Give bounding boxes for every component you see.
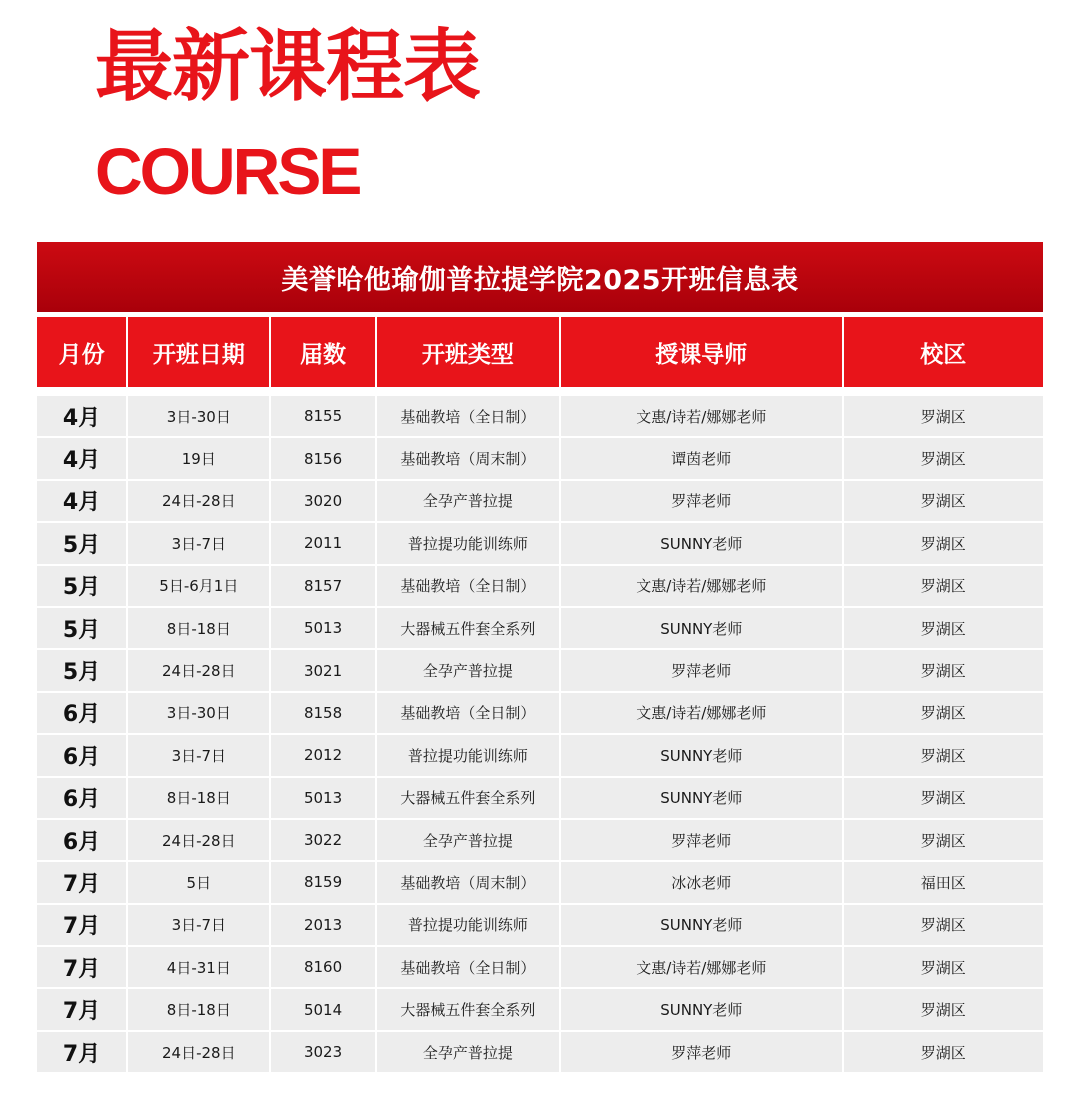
class-type-cell: 基础教培（全日制）: [377, 947, 559, 989]
instructor-cell: 文惠/诗若/娜娜老师: [561, 396, 842, 438]
table-row: [37, 820, 1043, 862]
class-type-cell: 全孕产普拉提: [377, 1032, 559, 1074]
campus-cell: 罗湖区: [844, 396, 1043, 438]
date-cell: 3日-30日: [128, 693, 269, 735]
page-subtitle: COURSE: [95, 134, 360, 208]
month-cell: 6月: [37, 778, 126, 820]
date-cell: 8日-18日: [128, 778, 269, 820]
date-cell: 8日-18日: [128, 989, 269, 1031]
class-type-cell: 大器械五件套全系列: [377, 608, 559, 650]
table-row: [37, 396, 1043, 438]
instructor-cell: SUNNY老师: [561, 905, 842, 947]
class-type-cell: 基础教培（全日制）: [377, 693, 559, 735]
table-row: [37, 481, 1043, 523]
instructor-cell: SUNNY老师: [561, 989, 842, 1031]
instructor-cell: 罗萍老师: [561, 481, 842, 523]
month-cell: 6月: [37, 693, 126, 735]
session-cell: 8158: [271, 693, 374, 735]
campus-cell: 罗湖区: [844, 820, 1043, 862]
table-row: [37, 566, 1043, 608]
class-type-cell: 大器械五件套全系列: [377, 989, 559, 1031]
instructor-cell: 罗萍老师: [561, 650, 842, 692]
session-cell: 5014: [271, 989, 374, 1031]
table-row: [37, 735, 1043, 777]
date-cell: 3日-7日: [128, 735, 269, 777]
instructor-cell: 文惠/诗若/娜娜老师: [561, 947, 842, 989]
campus-cell: 罗湖区: [844, 735, 1043, 777]
month-cell: 6月: [37, 735, 126, 777]
table-row: [37, 947, 1043, 989]
month-cell: 4月: [37, 438, 126, 480]
class-type-cell: 普拉提功能训练师: [377, 735, 559, 777]
session-cell: 3021: [271, 650, 374, 692]
class-type-cell: 全孕产普拉提: [377, 481, 559, 523]
session-cell: 8157: [271, 566, 374, 608]
schedule-table: [35, 317, 1045, 1074]
session-cell: 2013: [271, 905, 374, 947]
class-type-cell: 全孕产普拉提: [377, 650, 559, 692]
class-type-cell: 基础教培（周末制）: [377, 438, 559, 480]
month-cell: 5月: [37, 608, 126, 650]
month-cell: 4月: [37, 396, 126, 438]
table-row: [37, 905, 1043, 947]
campus-cell: 罗湖区: [844, 523, 1043, 565]
date-cell: 8日-18日: [128, 608, 269, 650]
table-row: [37, 862, 1043, 904]
table-banner: 美誉哈他瑜伽普拉提学院2025开班信息表: [37, 242, 1043, 312]
campus-cell: 罗湖区: [844, 905, 1043, 947]
campus-cell: 罗湖区: [844, 693, 1043, 735]
session-cell: 8159: [271, 862, 374, 904]
class-type-cell: 普拉提功能训练师: [377, 523, 559, 565]
instructor-cell: SUNNY老师: [561, 523, 842, 565]
date-cell: 24日-28日: [128, 820, 269, 862]
month-cell: 7月: [37, 862, 126, 904]
instructor-cell: 谭茵老师: [561, 438, 842, 480]
column-header-start-date: 开班日期: [128, 317, 269, 387]
table-row: [37, 608, 1043, 650]
session-cell: 2011: [271, 523, 374, 565]
table-row: [37, 438, 1043, 480]
column-header-class-type: 开班类型: [377, 317, 559, 387]
campus-cell: 福田区: [844, 862, 1043, 904]
date-cell: 3日-7日: [128, 523, 269, 565]
date-cell: 4日-31日: [128, 947, 269, 989]
campus-cell: 罗湖区: [844, 438, 1043, 480]
page-title: 最新课程表: [95, 22, 481, 112]
instructor-cell: 文惠/诗若/娜娜老师: [561, 566, 842, 608]
table-row: [37, 693, 1043, 735]
session-cell: 8160: [271, 947, 374, 989]
schedule-table-container: [37, 242, 1043, 1074]
class-type-cell: 全孕产普拉提: [377, 820, 559, 862]
instructor-cell: SUNNY老师: [561, 608, 842, 650]
campus-cell: 罗湖区: [844, 650, 1043, 692]
table-row: [37, 778, 1043, 820]
session-cell: 5013: [271, 778, 374, 820]
month-cell: 7月: [37, 905, 126, 947]
date-cell: 5日: [128, 862, 269, 904]
month-cell: 5月: [37, 566, 126, 608]
session-cell: 2012: [271, 735, 374, 777]
campus-cell: 罗湖区: [844, 778, 1043, 820]
campus-cell: 罗湖区: [844, 947, 1043, 989]
table-row: [37, 650, 1043, 692]
instructor-cell: 罗萍老师: [561, 1032, 842, 1074]
table-row: [37, 523, 1043, 565]
month-cell: 4月: [37, 481, 126, 523]
campus-cell: 罗湖区: [844, 608, 1043, 650]
column-header-session: 届数: [271, 317, 374, 387]
campus-cell: 罗湖区: [844, 989, 1043, 1031]
header-spacer: [37, 387, 1043, 396]
date-cell: 24日-28日: [128, 1032, 269, 1074]
date-cell: 24日-28日: [128, 650, 269, 692]
date-cell: 3日-7日: [128, 905, 269, 947]
session-cell: 5013: [271, 608, 374, 650]
table-row: [37, 989, 1043, 1031]
session-cell: 3023: [271, 1032, 374, 1074]
date-cell: 5日-6月1日: [128, 566, 269, 608]
session-cell: 3020: [271, 481, 374, 523]
class-type-cell: 基础教培（全日制）: [377, 566, 559, 608]
instructor-cell: 文惠/诗若/娜娜老师: [561, 693, 842, 735]
month-cell: 7月: [37, 1032, 126, 1074]
class-type-cell: 基础教培（周末制）: [377, 862, 559, 904]
class-type-cell: 大器械五件套全系列: [377, 778, 559, 820]
month-cell: 5月: [37, 650, 126, 692]
instructor-cell: SUNNY老师: [561, 778, 842, 820]
campus-cell: 罗湖区: [844, 566, 1043, 608]
instructor-cell: SUNNY老师: [561, 735, 842, 777]
column-header-campus: 校区: [844, 317, 1043, 387]
month-cell: 6月: [37, 820, 126, 862]
column-header-instructor: 授课导师: [561, 317, 842, 387]
instructor-cell: 冰冰老师: [561, 862, 842, 904]
table-header-row: [37, 317, 1043, 387]
header-spacer-cell: [37, 387, 1043, 396]
month-cell: 5月: [37, 523, 126, 565]
campus-cell: 罗湖区: [844, 1032, 1043, 1074]
date-cell: 3日-30日: [128, 396, 269, 438]
date-cell: 24日-28日: [128, 481, 269, 523]
table-body: [37, 396, 1043, 1074]
class-type-cell: 基础教培（全日制）: [377, 396, 559, 438]
class-type-cell: 普拉提功能训练师: [377, 905, 559, 947]
session-cell: 8155: [271, 396, 374, 438]
instructor-cell: 罗萍老师: [561, 820, 842, 862]
date-cell: 19日: [128, 438, 269, 480]
table-row: [37, 1032, 1043, 1074]
month-cell: 7月: [37, 947, 126, 989]
month-cell: 7月: [37, 989, 126, 1031]
session-cell: 3022: [271, 820, 374, 862]
campus-cell: 罗湖区: [844, 481, 1043, 523]
session-cell: 8156: [271, 438, 374, 480]
column-header-month: 月份: [37, 317, 126, 387]
